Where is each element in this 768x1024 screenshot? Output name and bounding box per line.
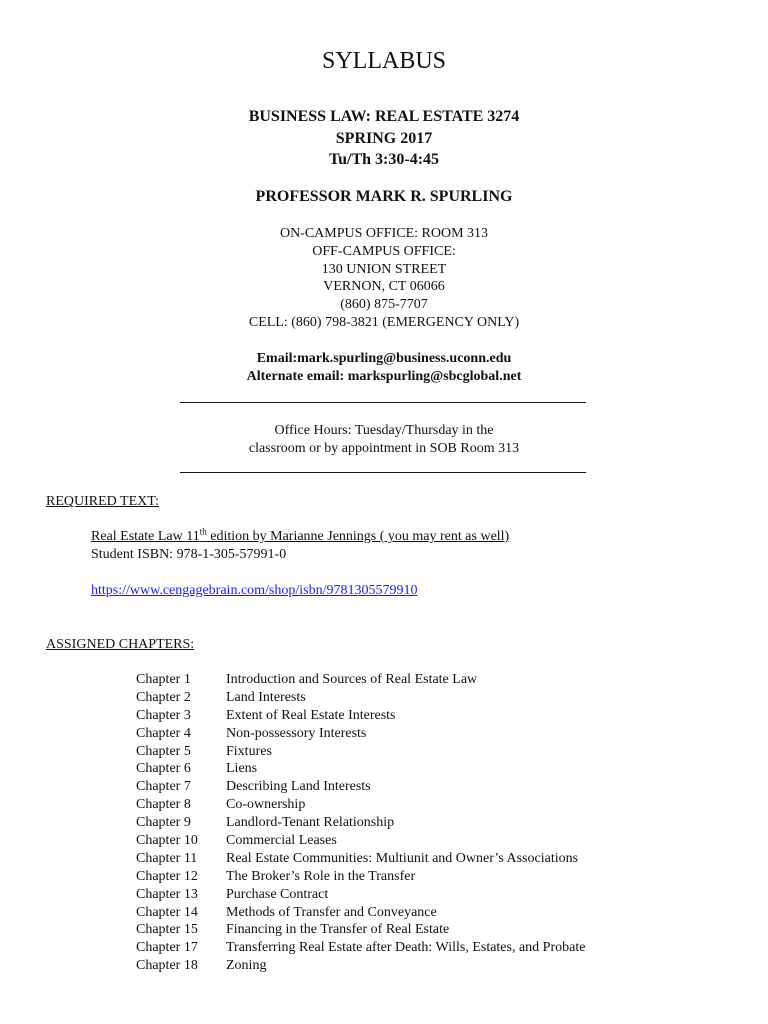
course-schedule: Tu/Th 3:30-4:45 [328, 151, 440, 168]
chapter-title: Landlord-Tenant Relationship [226, 815, 395, 831]
office-hours-line: Office Hours: Tuesday/Thursday in the [274, 423, 494, 438]
chapter-row [136, 760, 585, 778]
chapter-number: Chapter 6 [136, 761, 191, 777]
office-hours-line: classroom or by appointment in SOB Room 313 [248, 441, 520, 456]
divider-line [180, 472, 586, 473]
chapter-number: Chapter 11 [136, 850, 198, 866]
textbook-info [91, 528, 509, 564]
required-text-heading: REQUIRED TEXT: [46, 494, 159, 509]
chapter-row [136, 814, 585, 832]
alternate-email: Alternate email: markspurling@sbcglobal.net [246, 369, 522, 384]
chapter-row [136, 939, 585, 957]
chapter-row [136, 832, 585, 850]
chapter-title: Liens [226, 761, 258, 777]
office-line: 130 UNION STREET [321, 261, 447, 277]
office-line: CELL: (860) 798-3821 (EMERGENCY ONLY) [248, 314, 520, 330]
chapter-number: Chapter 17 [136, 940, 198, 956]
office-hours [0, 422, 768, 458]
chapter-number: Chapter 12 [136, 868, 198, 884]
chapter-number: Chapter 3 [136, 707, 191, 723]
course-name: BUSINESS LAW: REAL ESTATE 3274 [248, 108, 520, 125]
chapter-number: Chapter 5 [136, 743, 191, 759]
chapter-title: Purchase Contract [226, 886, 329, 902]
chapter-title: Zoning [226, 958, 267, 974]
assigned-chapters-heading: ASSIGNED CHAPTERS: [46, 637, 195, 652]
email-info [0, 350, 768, 386]
office-line: OFF-CAMPUS OFFICE: [312, 243, 456, 259]
course-term: SPRING 2017 [335, 129, 433, 147]
professor-name: PROFESSOR MARK R. SPURLING [255, 188, 513, 205]
chapter-row [136, 850, 585, 868]
chapter-row [136, 743, 585, 761]
chapter-title: Commercial Leases [226, 833, 337, 849]
chapter-row [136, 904, 585, 922]
divider-line [180, 402, 586, 403]
chapter-number: Chapter 7 [136, 779, 191, 795]
chapter-row [136, 671, 585, 689]
chapter-title: Describing Land Interests [226, 779, 371, 795]
chapter-row [136, 778, 585, 796]
office-info [0, 225, 768, 332]
office-line: VERNON, CT 06066 [323, 279, 445, 295]
chapter-number: Chapter 2 [136, 689, 191, 705]
chapter-number: Chapter 15 [136, 922, 198, 938]
chapter-title: The Broker’s Role in the Transfer [226, 868, 416, 884]
textbook-isbn: Student ISBN: 978-1-305-57991-0 [91, 547, 287, 562]
chapter-title: Fixtures [226, 743, 272, 759]
document-title: SYLLABUS [321, 48, 447, 74]
chapter-row [136, 689, 585, 707]
office-line: ON-CAMPUS OFFICE: ROOM 313 [279, 226, 489, 241]
chapter-title: Non-possessory Interests [226, 725, 367, 741]
chapter-row [136, 957, 585, 975]
chapter-number: Chapter 8 [136, 797, 191, 813]
chapter-row [136, 921, 585, 939]
chapter-title: Financing in the Transfer of Real Estate [226, 922, 450, 938]
chapter-title: Methods of Transfer and Conveyance [226, 904, 437, 920]
chapter-title: Extent of Real Estate Interests [226, 707, 396, 723]
chapter-number: Chapter 14 [136, 904, 198, 920]
chapter-number: Chapter 9 [136, 815, 191, 831]
chapter-row [136, 796, 585, 814]
chapter-title: Co-ownership [226, 797, 306, 813]
office-line: (860) 875-7707 [340, 297, 428, 313]
chapter-number: Chapter 4 [136, 725, 191, 741]
chapter-number: Chapter 10 [136, 833, 198, 849]
chapter-number: Chapter 18 [136, 958, 198, 974]
course-info [0, 106, 768, 171]
chapter-row [136, 725, 585, 743]
chapter-row [136, 886, 585, 904]
chapter-title: Transferring Real Estate after Death: Wills, Estates, and Probate [226, 940, 586, 956]
chapter-title: Land Interests [226, 689, 306, 705]
textbook-link[interactable]: https://www.cengagebrain.com/shop/isbn/9781305579910 [91, 583, 418, 598]
textbook-title: Real Estate Law 11th edition by Marianne Jennings ( you may rent as well) [91, 526, 510, 544]
chapter-row [136, 868, 585, 886]
chapter-title: Introduction and Sources of Real Estate Law [226, 672, 478, 687]
chapter-number: Chapter 1 [136, 672, 191, 687]
chapter-row [136, 707, 585, 725]
primary-email: Email:mark.spurling@business.uconn.edu [256, 351, 512, 366]
chapter-title: Real Estate Communities: Multiunit and Owner’s Associations [226, 850, 579, 866]
chapter-number: Chapter 13 [136, 886, 198, 902]
chapter-list [136, 671, 585, 975]
